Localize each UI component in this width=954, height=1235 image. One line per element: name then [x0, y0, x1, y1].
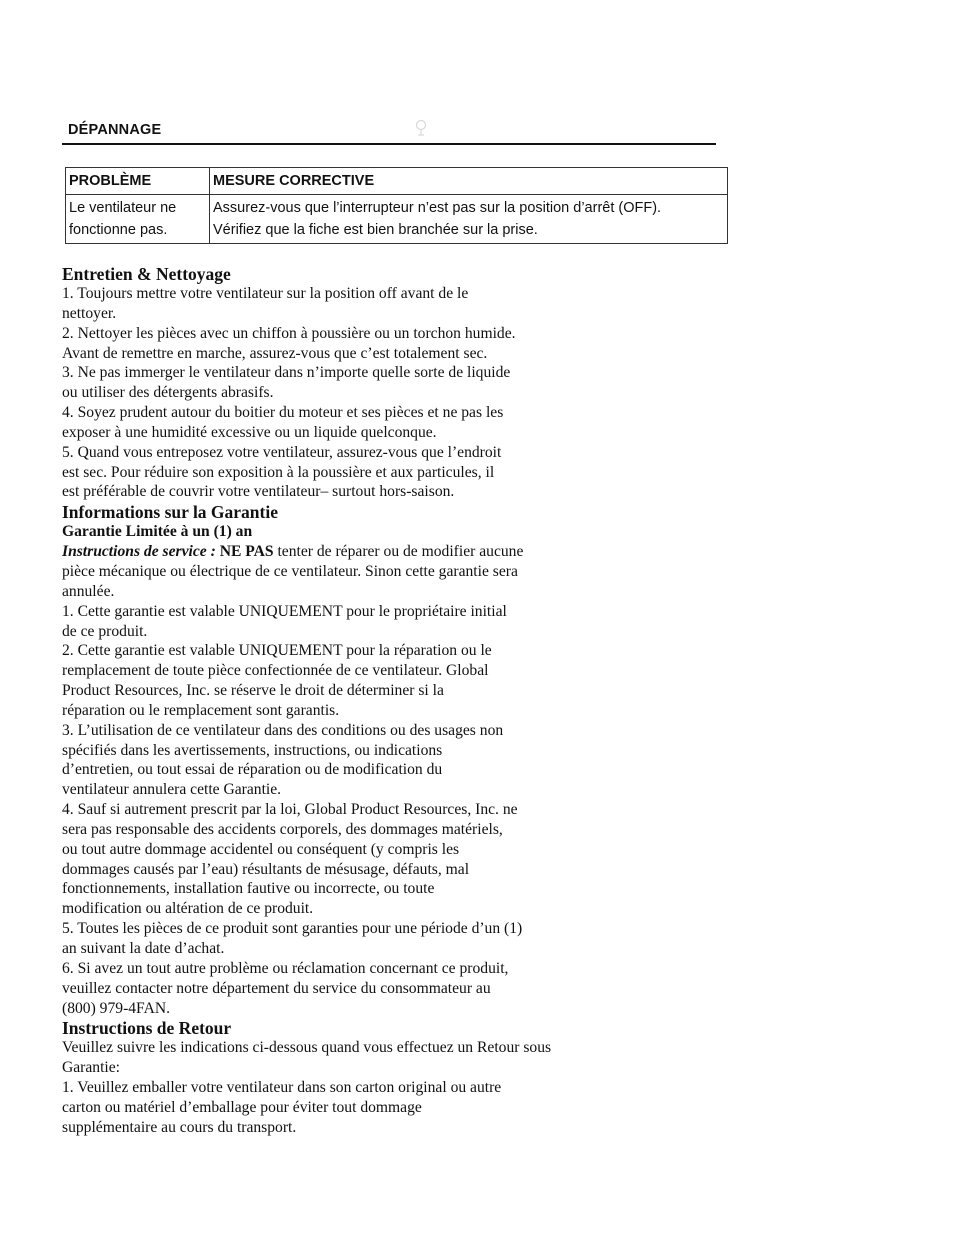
troubleshooting-title: DÉPANNAGE — [68, 122, 162, 138]
text-line: 3. Ne pas immerger le ventilateur dans n’importe quelle sorte de liquide — [62, 364, 511, 382]
text-line: Product Resources, Inc. se réserve le droit de déterminer si la — [62, 682, 444, 700]
service-warning: NE PAS — [219, 543, 274, 561]
text-line: veuillez contacter notre département du service du consommateur au — [62, 979, 491, 997]
text-line: Avant de remettre en marche, assurez-vous que c’est totalement sec. — [62, 344, 488, 362]
service-instructions-text: tenter de réparer ou de modifier aucune — [277, 543, 524, 561]
maintenance-heading: Entretien & Nettoyage — [62, 264, 231, 284]
text-line: 1. Toujours mettre votre ventilateur sur la position off avant de le — [62, 285, 469, 302]
service-instructions-line — [62, 542, 622, 562]
text-line: 5. Toutes les pièces de ce produit sont garanties pour une période d’un (1) — [62, 920, 523, 938]
text-line: 2. Nettoyer les pièces avec un chiffon à poussière ou un torchon humide. — [62, 324, 516, 342]
text-line: 1. Veuillez emballer votre ventilateur dans son carton original ou autre — [62, 1079, 502, 1097]
warranty-lines — [62, 562, 622, 1018]
text-line: an suivant la date d’achat. — [62, 940, 225, 957]
text-line: 4. Soyez prudent autour du boitier du moteur et ses pièces et ne pas les — [62, 404, 504, 422]
solution-line: Assurez-vous que l’interrupteur n’est pas sur la position d’arrêt (OFF). — [213, 200, 662, 216]
text-line: exposer à une humidité excessive ou un liquide quelconque. — [62, 423, 437, 441]
warranty-subheading: Garantie Limitée à un (1) an — [62, 523, 253, 541]
document-body — [62, 264, 622, 1138]
troubleshooting-table — [65, 167, 728, 244]
text-line: pièce mécanique ou électrique de ce ventilateur. Sinon cette garantie sera — [62, 562, 518, 580]
text-line: ou tout autre dommage accidentel ou conséquent (y compris les — [62, 840, 460, 858]
text-line: remplacement de toute pièce confectionnée de ce ventilateur. Global — [62, 662, 489, 680]
table-header-row — [66, 168, 728, 195]
text-line: supplémentaire au cours du transport. — [62, 1118, 297, 1136]
text-line: de ce produit. — [62, 622, 148, 640]
text-line: spécifiés dans les avertissements, instructions, ou indications — [62, 741, 443, 759]
service-instructions-label: Instructions de service : — [62, 543, 216, 561]
text-line: réparation ou le remplacement sont garantis. — [62, 701, 340, 719]
text-line: ventilateur annulera cette Garantie. — [62, 781, 282, 799]
problem-line: Le ventilateur ne — [69, 200, 177, 216]
text-line: 2. Cette garantie est valable UNIQUEMENT pour la réparation ou le — [62, 642, 492, 660]
header-problem: PROBLÈME — [66, 168, 210, 195]
text-line: modification ou altération de ce produit. — [62, 900, 314, 918]
problem-line: fonctionne pas. — [69, 222, 168, 238]
text-line: annulée. — [62, 582, 115, 600]
text-line: 1. Cette garantie est valable UNIQUEMENT pour le propriétaire initial — [62, 602, 507, 620]
text-line: 3. L’utilisation de ce ventilateur dans des conditions ou des usages non — [62, 721, 504, 739]
text-line: d’entretien, ou tout essai de réparation ou de modification du — [62, 761, 443, 779]
faint-fan-icon — [414, 119, 428, 137]
header-corrective-action: MESURE CORRECTIVE — [210, 168, 728, 195]
text-line: 4. Sauf si autrement prescrit par la loi, Global Product Resources, Inc. ne — [62, 801, 518, 819]
returns-heading: Instructions de Retour — [62, 1018, 232, 1039]
problem-cell — [66, 195, 210, 244]
text-line: carton ou matériel d’emballage pour éviter tout dommage — [62, 1098, 422, 1116]
text-line: nettoyer. — [62, 304, 117, 322]
maintenance-lines — [62, 284, 622, 502]
text-line: sera pas responsable des accidents corporels, des dommages matériels, — [62, 820, 503, 838]
text-line: Garantie: — [62, 1059, 121, 1077]
text-line: (800) 979-4FAN. — [62, 999, 170, 1017]
text-line: 5. Quand vous entreposez votre ventilateur, assurez-vous que l’endroit — [62, 443, 502, 461]
solution-line: Vérifiez que la fiche est bien branchée sur la prise. — [213, 222, 538, 238]
solution-cell — [210, 195, 728, 244]
text-line: est sec. Pour réduire son exposition à la poussière et aux particules, il — [62, 463, 495, 481]
returns-lines — [62, 1038, 622, 1137]
text-line: est préférable de couvrir votre ventilateur– surtout hors-saison. — [62, 483, 455, 501]
text-line: fonctionnements, installation fautive ou incorrecte, ou toute — [62, 880, 435, 898]
section-divider — [62, 143, 716, 145]
table-row — [66, 195, 728, 244]
text-line: Veuillez suivre les indications ci-dessous quand vous effectuez un Retour sous — [62, 1039, 552, 1057]
text-line: dommages causés par l’eau) résultants de mésusage, défauts, mal — [62, 860, 470, 878]
warranty-heading: Informations sur la Garantie — [62, 502, 278, 523]
text-line: 6. Si avez un tout autre problème ou réclamation concernant ce produit, — [62, 959, 509, 977]
text-line: ou utiliser des détergents abrasifs. — [62, 384, 274, 402]
